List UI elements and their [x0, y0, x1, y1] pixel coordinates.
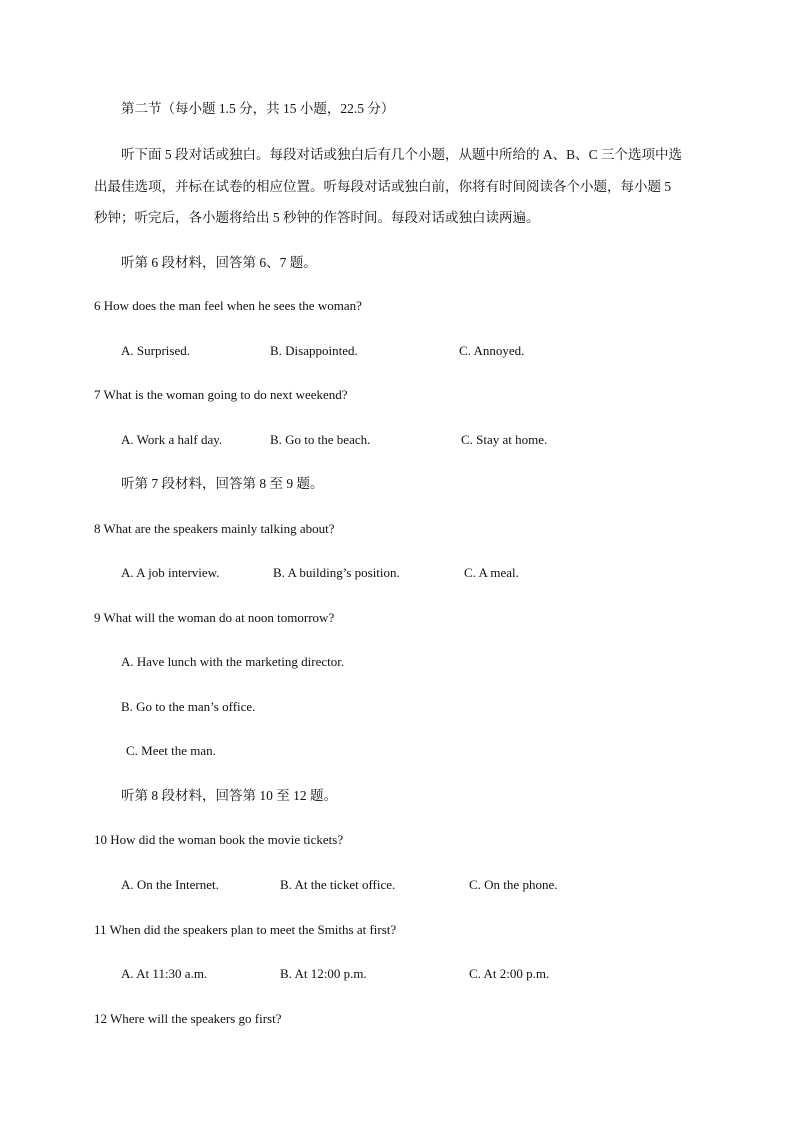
- question-9-option-b: B. Go to the man’s office.: [121, 699, 256, 714]
- question-9-stem: 9 What will the woman do at noon tomorrow?: [94, 610, 335, 625]
- question-11-option-b: B. At 12:00 p.m.: [280, 966, 367, 981]
- question-9-option-a: A. Have lunch with the marketing director.: [121, 654, 345, 669]
- question-8-option-b: B. A building’s position.: [273, 565, 400, 580]
- question-11-option-a: A. At 11:30 a.m.: [121, 966, 208, 981]
- section-heading: 第二节（每小题 1.5 分，共 15 小题，22.5 分）: [121, 101, 395, 116]
- question-7-option-b: B. Go to the beach.: [270, 432, 371, 447]
- group-7-heading: 听第 7 段材料，回答第 8 至 9 题。: [121, 476, 324, 491]
- question-10-option-b: B. At the ticket office.: [280, 877, 396, 892]
- question-11-stem: 11 When did the speakers plan to meet the Smiths at first?: [94, 922, 397, 937]
- question-6-stem: 6 How does the man feel when he sees the woman?: [94, 298, 362, 313]
- group-6-heading: 听第 6 段材料，回答第 6、7 题。: [121, 255, 317, 270]
- question-8-stem: 8 What are the speakers mainly talking about?: [94, 521, 335, 536]
- question-8-option-c: C. A meal.: [464, 565, 519, 580]
- instructions-line-3: 秒钟；听完后，各小题将给出 5 秒钟的作答时间。每段对话或独白读两遍。: [94, 210, 540, 225]
- question-6-option-c: C. Annoyed.: [459, 343, 525, 358]
- question-10-stem: 10 How did the woman book the movie tickets?: [94, 832, 344, 847]
- question-7-stem: 7 What is the woman going to do next weekend?: [94, 387, 348, 402]
- instructions-line-2: 出最佳选项，并标在试卷的相应位置。听每段对话或独白前，你将有时间阅读各个小题，每小题 5: [94, 179, 672, 194]
- question-6-option-a: A. Surprised.: [121, 343, 190, 358]
- question-7-option-a: A. Work a half day.: [121, 432, 223, 447]
- question-10-option-c: C. On the phone.: [469, 877, 558, 892]
- question-9-option-c: C. Meet the man.: [126, 743, 216, 758]
- question-8-option-a: A. A job interview.: [121, 565, 220, 580]
- question-10-option-a: A. On the Internet.: [121, 877, 219, 892]
- question-11-option-c: C. At 2:00 p.m.: [469, 966, 550, 981]
- group-8-heading: 听第 8 段材料，回答第 10 至 12 题。: [121, 788, 337, 803]
- question-7-option-c: C. Stay at home.: [461, 432, 548, 447]
- instructions-line-1: 听下面 5 段对话或独白。每段对话或独白后有几个小题，从题中所给的 A、B、C 三个选项中选: [121, 147, 683, 162]
- question-6-option-b: B. Disappointed.: [270, 343, 358, 358]
- question-12-stem: 12 Where will the speakers go first?: [94, 1011, 282, 1026]
